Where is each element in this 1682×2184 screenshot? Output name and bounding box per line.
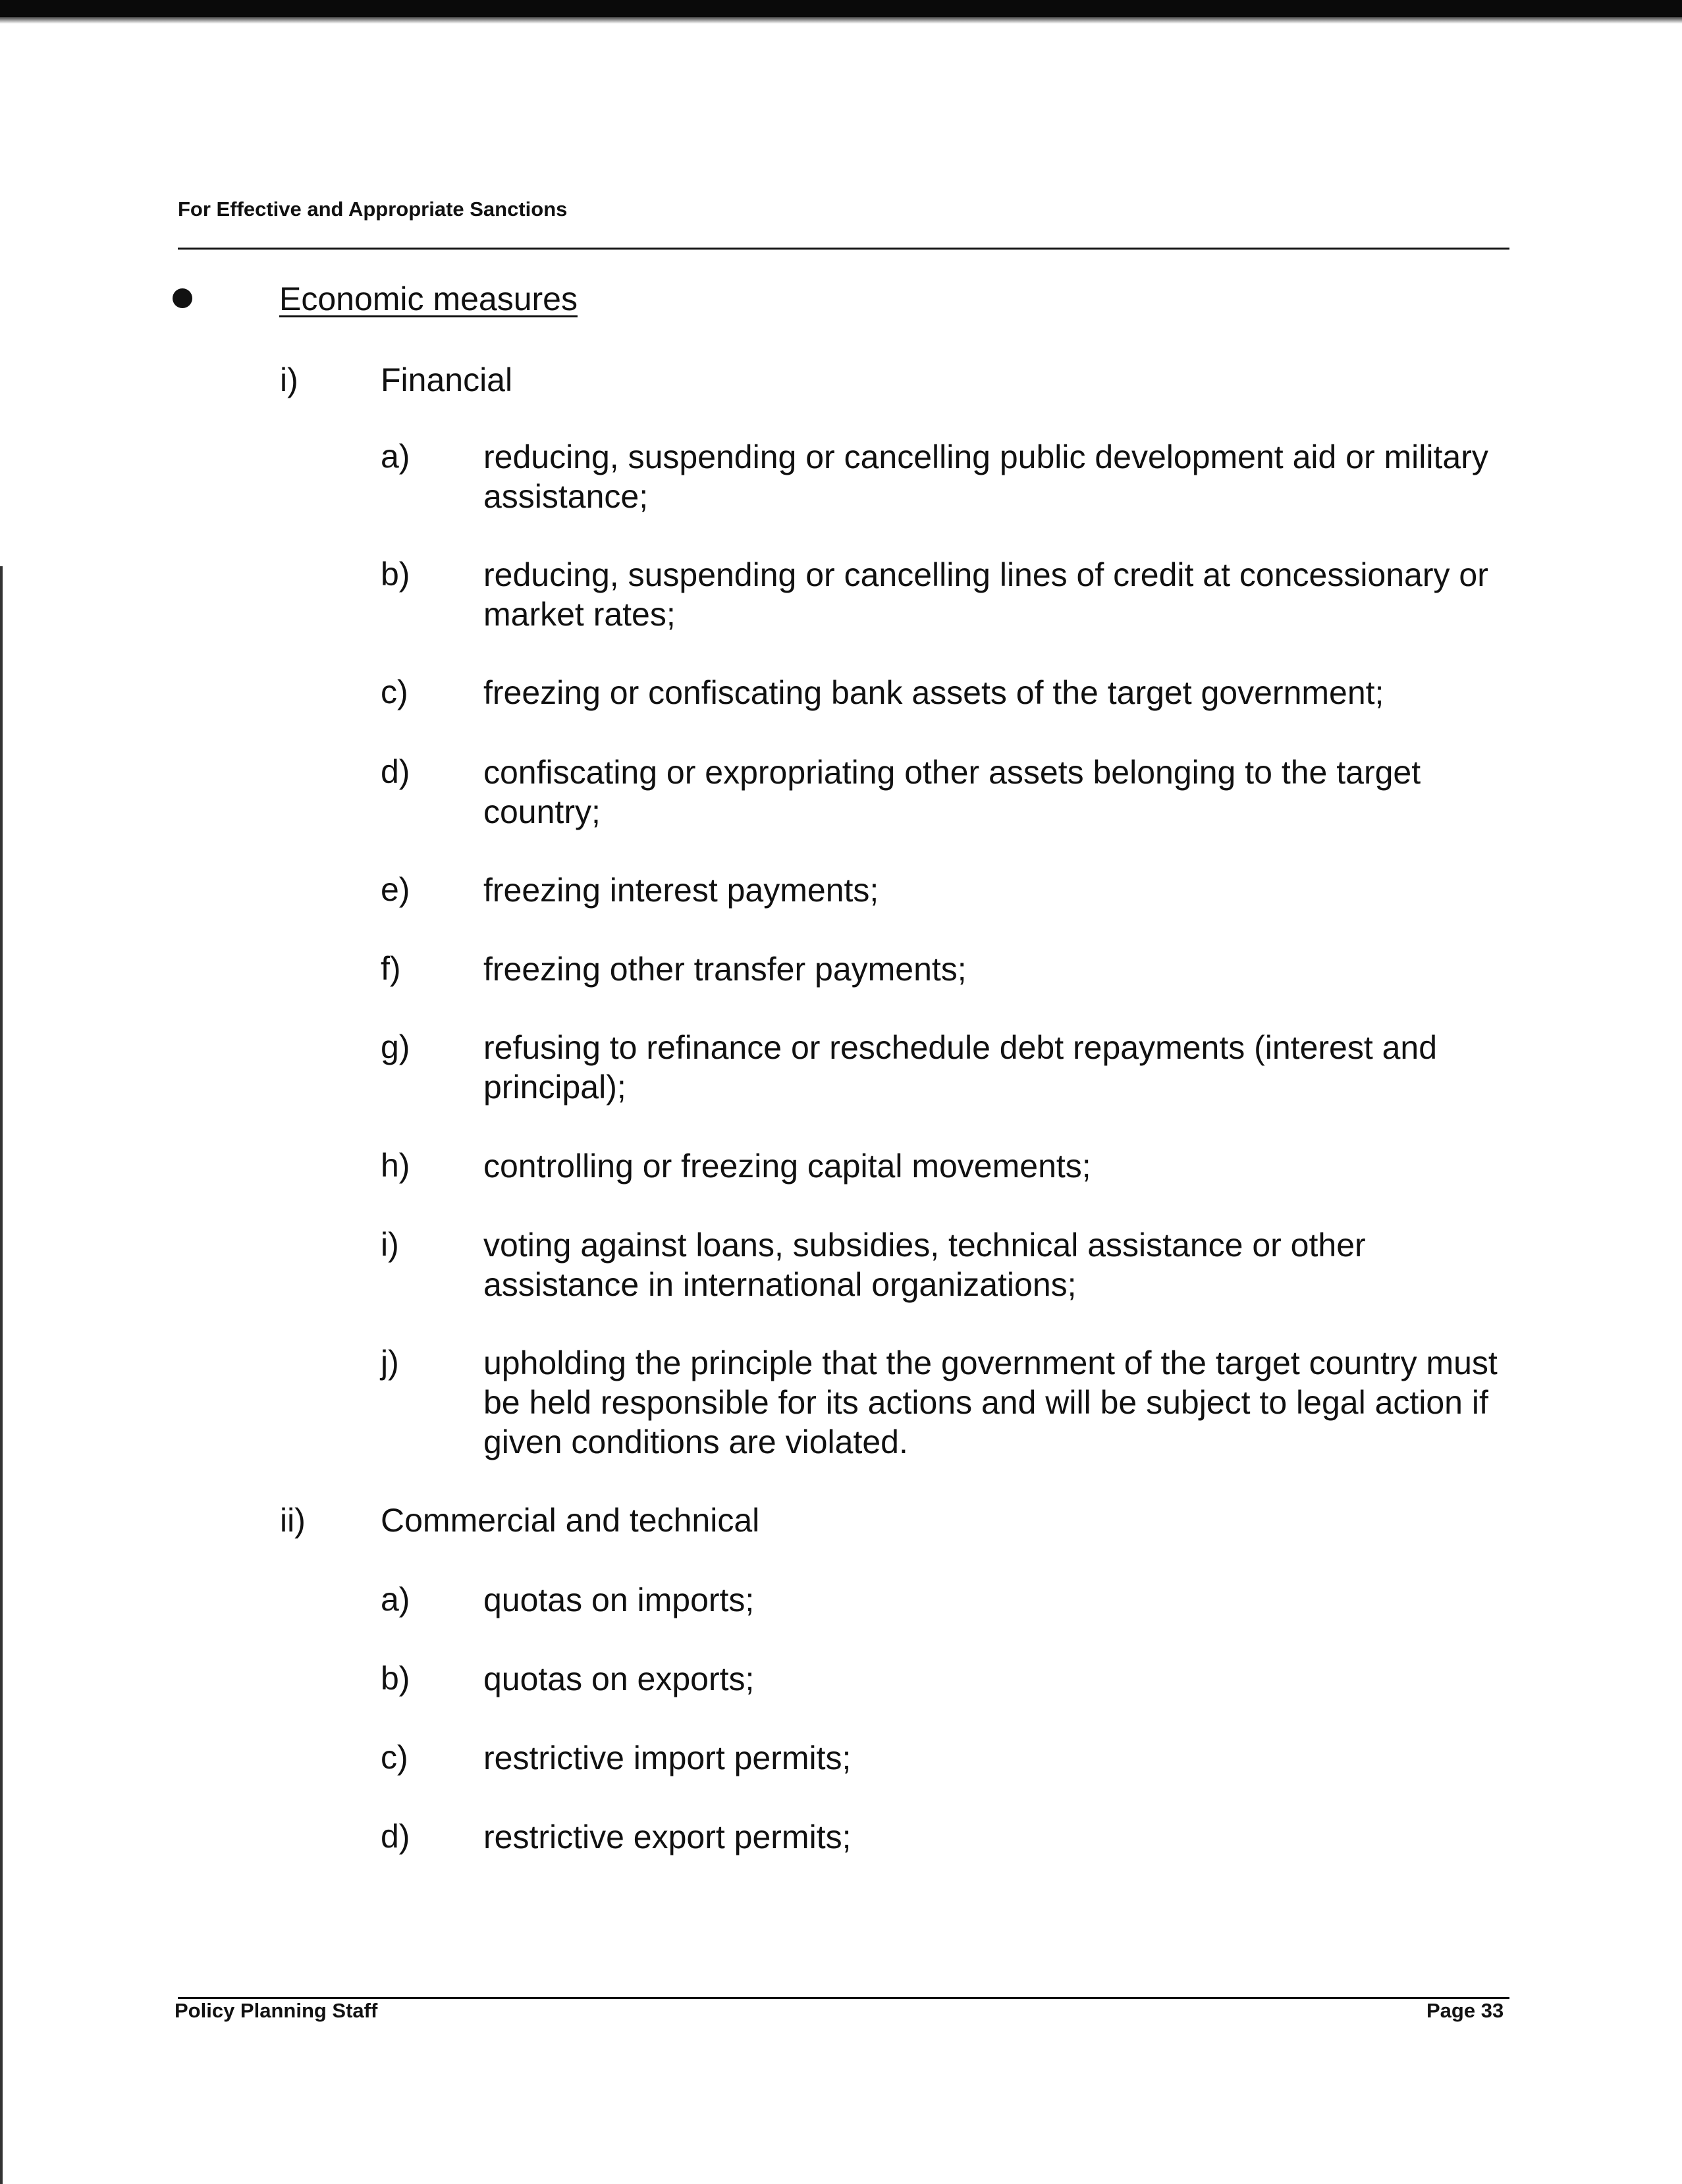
list-item-letter: c) — [381, 674, 408, 710]
list-item-letter: b) — [381, 556, 410, 593]
list-item-text: voting against loans, subsidies, technical assistance or other assistance in international organizations; — [483, 1227, 1366, 1303]
list-item-letter: g) — [381, 1028, 410, 1065]
header-rule — [178, 248, 1509, 250]
scan-top-border — [0, 0, 1682, 17]
list-item-text: freezing other transfer payments; — [483, 951, 967, 988]
list-item-letter: i) — [381, 1226, 399, 1263]
list-item-text: quotas on imports; — [483, 1582, 755, 1618]
list-item-text: confiscating or expropriating other assets belonging to the target country; — [483, 754, 1421, 830]
scan-left-edge — [0, 566, 3, 2184]
list-item-text: reducing, suspending or cancelling lines of credit at concessionary or market rates; — [483, 556, 1488, 633]
subsection-title: Financial — [381, 361, 513, 398]
list-item-text: upholding the principle that the government of the target country must be held responsible for its actions and will be subject to legal action if given conditions are violated. — [483, 1345, 1498, 1460]
subsection-title: Commercial and technical — [381, 1502, 760, 1539]
list-item-letter: h) — [381, 1147, 410, 1184]
footer-organization: Policy Planning Staff — [175, 1999, 378, 2022]
list-item-text: freezing or confiscating bank assets of the target government; — [483, 674, 1384, 711]
list-item-letter: e) — [381, 871, 410, 908]
list-item-text: refusing to refinance or reschedule debt repayments (interest and principal); — [483, 1029, 1438, 1105]
subsection-numeral: i) — [280, 361, 298, 398]
scan-top-shadow — [0, 17, 1682, 24]
list-item-letter: b) — [381, 1660, 410, 1697]
list-item-text: freezing interest payments; — [483, 872, 879, 909]
section-title: Economic measures — [279, 280, 578, 317]
list-item-letter: j) — [381, 1344, 399, 1381]
list-item-letter: d) — [381, 753, 410, 790]
page-number: Page 33 — [1426, 1999, 1504, 2022]
running-header: For Effective and Appropriate Sanctions — [178, 198, 568, 221]
list-item-text: controlling or freezing capital movements; — [483, 1148, 1091, 1185]
subsection-numeral: ii) — [280, 1502, 306, 1539]
list-item-text: restrictive export permits; — [483, 1819, 852, 1855]
list-item-letter: a) — [381, 1581, 410, 1618]
list-item-letter: a) — [381, 438, 410, 475]
list-item-letter: f) — [381, 950, 401, 987]
list-item-text: restrictive import permits; — [483, 1740, 852, 1776]
list-item-text: reducing, suspending or cancelling public development aid or military assistance; — [483, 439, 1488, 515]
list-item-letter: c) — [381, 1739, 408, 1776]
bullet-icon — [173, 288, 192, 308]
list-item-text: quotas on exports; — [483, 1661, 755, 1697]
list-item-letter: d) — [381, 1818, 410, 1855]
